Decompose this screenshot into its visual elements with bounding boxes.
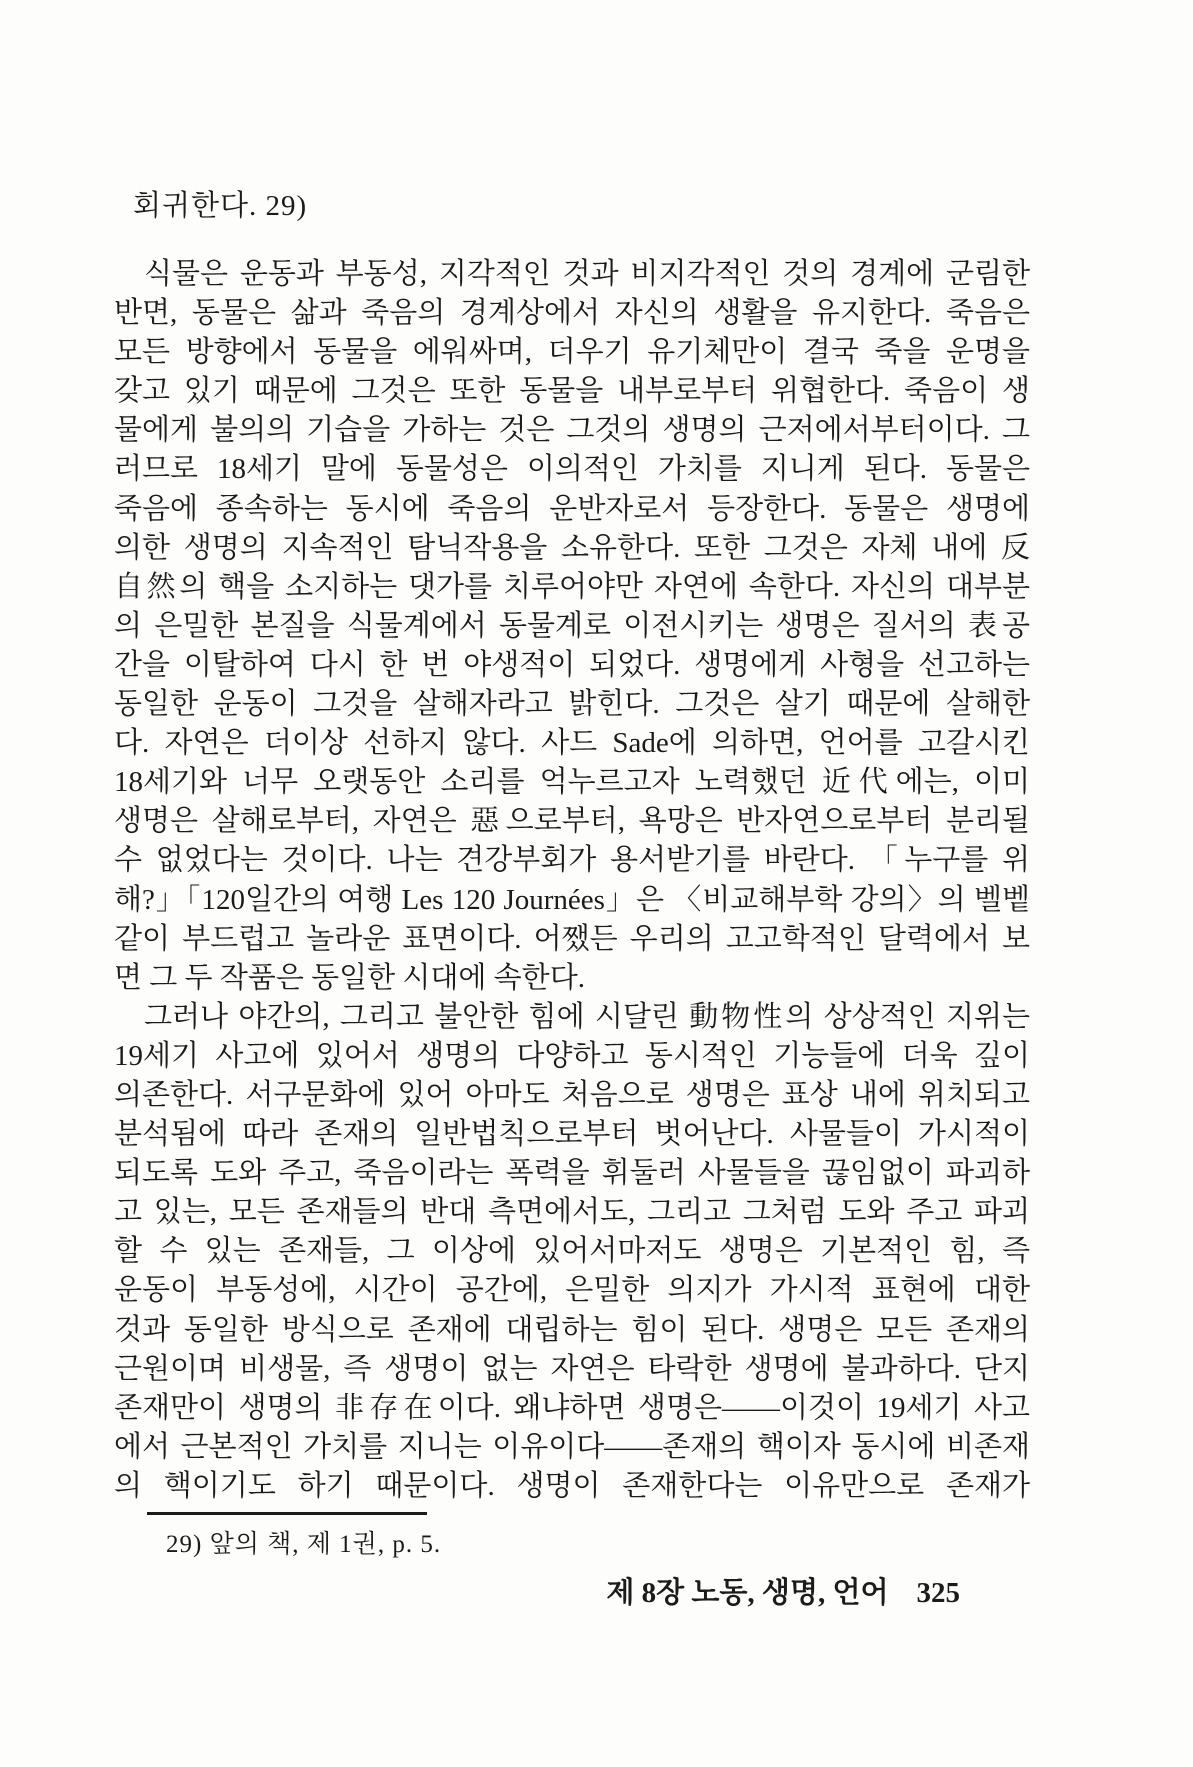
text-line: 반면, 동물은 삶과 죽음의 경계상에서 자신의 생활을 유지한다. 죽음은 bbox=[114, 297, 1030, 330]
text-line: 에서 근본적인 가치를 지니는 이유이다——존재의 핵이자 동시에 비존재 bbox=[114, 1430, 1030, 1463]
text-line: 면 그 두 작품은 동일한 시대에 속한다. bbox=[114, 961, 585, 994]
text-line: 식물은 운동과 부동성, 지각적인 것과 비지각적인 것의 경계에 군림한 bbox=[144, 258, 1030, 290]
text-line: 의 핵이기도 하기 때문이다. 생명이 존재한다는 이유만으로 존재가 bbox=[114, 1469, 1030, 1502]
text-line: 해?」「120일간의 여행 Les 120 Journées」은 〈비교해부학 강의〉의 벨벹 bbox=[114, 883, 1030, 916]
page-footer bbox=[606, 1570, 960, 1611]
footnote-divider bbox=[147, 1512, 427, 1515]
text-line: 운동이 부동성에, 시간이 공간에, 은밀한 의지가 가시적 표현에 대한 bbox=[114, 1274, 1030, 1307]
text-line: 의한 생명의 지속적인 탐닉작용을 소유한다. 또한 그것은 자체 내에 反 bbox=[114, 531, 1030, 564]
text-line: 되도록 도와 주고, 죽음이라는 폭력을 휘둘러 사물들을 끊임없이 파괴하 bbox=[114, 1157, 1030, 1190]
text-line: 수 없었다는 것이다. 나는 견강부회가 용서받기를 바란다. 「누구를 위 bbox=[114, 844, 1030, 877]
text-line: 같이 부드럽고 놀라운 표면이다. 어쨌든 우리의 고고학적인 달력에서 보 bbox=[114, 922, 1030, 955]
text-line: 19세기 사고에 있어서 생명의 다양하고 동시적인 기능들에 더욱 깊이 bbox=[114, 1039, 1030, 1072]
text-line: 근원이며 비생물, 즉 생명이 없는 자연은 타락한 생명에 불과하다. 단지 bbox=[114, 1352, 1030, 1385]
text-line: 갖고 있기 때문에 그것은 또한 동물을 내부로부터 위협한다. 죽음이 생 bbox=[114, 375, 1030, 408]
text-line: 간을 이탈하여 다시 한 번 야생적이 되었다. 생명에게 사형을 선고하는 bbox=[114, 648, 1030, 681]
footnote-text: 29) 앞의 책, 제 1권, p. 5. bbox=[166, 1531, 442, 1558]
text-line: 고 있는, 모든 존재들의 반대 측면에서도, 그리고 그처럼 도와 주고 파괴 bbox=[114, 1196, 1030, 1229]
text-line: 의존한다. 서구문화에 있어 아마도 처음으로 생명은 표상 내에 위치되고 bbox=[114, 1078, 1030, 1111]
text-line: 생명은 살해로부터, 자연은 惡으로부터, 욕망은 반자연으로부터 분리될 bbox=[114, 805, 1030, 838]
text-line: 의 은밀한 본질을 식물계에서 동물계로 이전시키는 생명은 질서의 表공 bbox=[114, 609, 1030, 642]
carryover-text: 회귀한다. 29) bbox=[133, 190, 308, 222]
text-line: 러므로 18세기 말에 동물성은 이의적인 가치를 지니게 된다. 동물은 bbox=[114, 453, 1030, 486]
text-line: 물에게 불의의 기습을 가하는 것은 그것의 생명의 근저에서부터이다. 그 bbox=[114, 414, 1030, 447]
text-line: 自然의 핵을 소지하는 댓가를 치루어야만 자연에 속한다. 자신의 대부분 bbox=[114, 570, 1030, 603]
text-line: 존재만이 생명의 非存在이다. 왜냐하면 생명은——이것이 19세기 사고 bbox=[114, 1391, 1030, 1424]
text-line: 동일한 운동이 그것을 살해자라고 밝힌다. 그것은 살기 때문에 살해한 bbox=[114, 688, 1030, 721]
text-line: 죽음에 종속하는 동시에 죽음의 운반자로서 등장한다. 동물은 생명에 bbox=[114, 492, 1030, 525]
text-line: 18세기와 너무 오랫동안 소리를 억누르고자 노력했던 近代에는, 이미 bbox=[114, 766, 1030, 799]
body-text bbox=[114, 255, 1030, 1506]
text-line: 모든 방향에서 동물을 에워싸며, 더우기 유기체만이 결국 죽을 운명을 bbox=[114, 336, 1030, 369]
page-number: 325 bbox=[916, 1577, 960, 1609]
text-line: 할 수 있는 존재들, 그 이상에 있어서마저도 생명은 기본적인 힘, 즉 bbox=[114, 1235, 1030, 1268]
text-line: 것과 동일한 방식으로 존재에 대립하는 힘이 된다. 생명은 모든 존재의 bbox=[114, 1313, 1030, 1346]
chapter-title: 제 8장 노동, 생명, 언어 bbox=[606, 1577, 889, 1609]
text-line: 그러나 야간의, 그리고 불안한 힘에 시달린 動物性의 상상적인 지위는 bbox=[144, 1000, 1030, 1033]
text-line: 다. 자연은 더이상 선하지 않다. 사드 Sade에 의하면, 언어를 고갈시킨 bbox=[114, 727, 1030, 760]
text-line: 분석됨에 따라 존재의 일반법칙으로부터 벗어난다. 사물들이 가시적이 bbox=[114, 1118, 1030, 1151]
